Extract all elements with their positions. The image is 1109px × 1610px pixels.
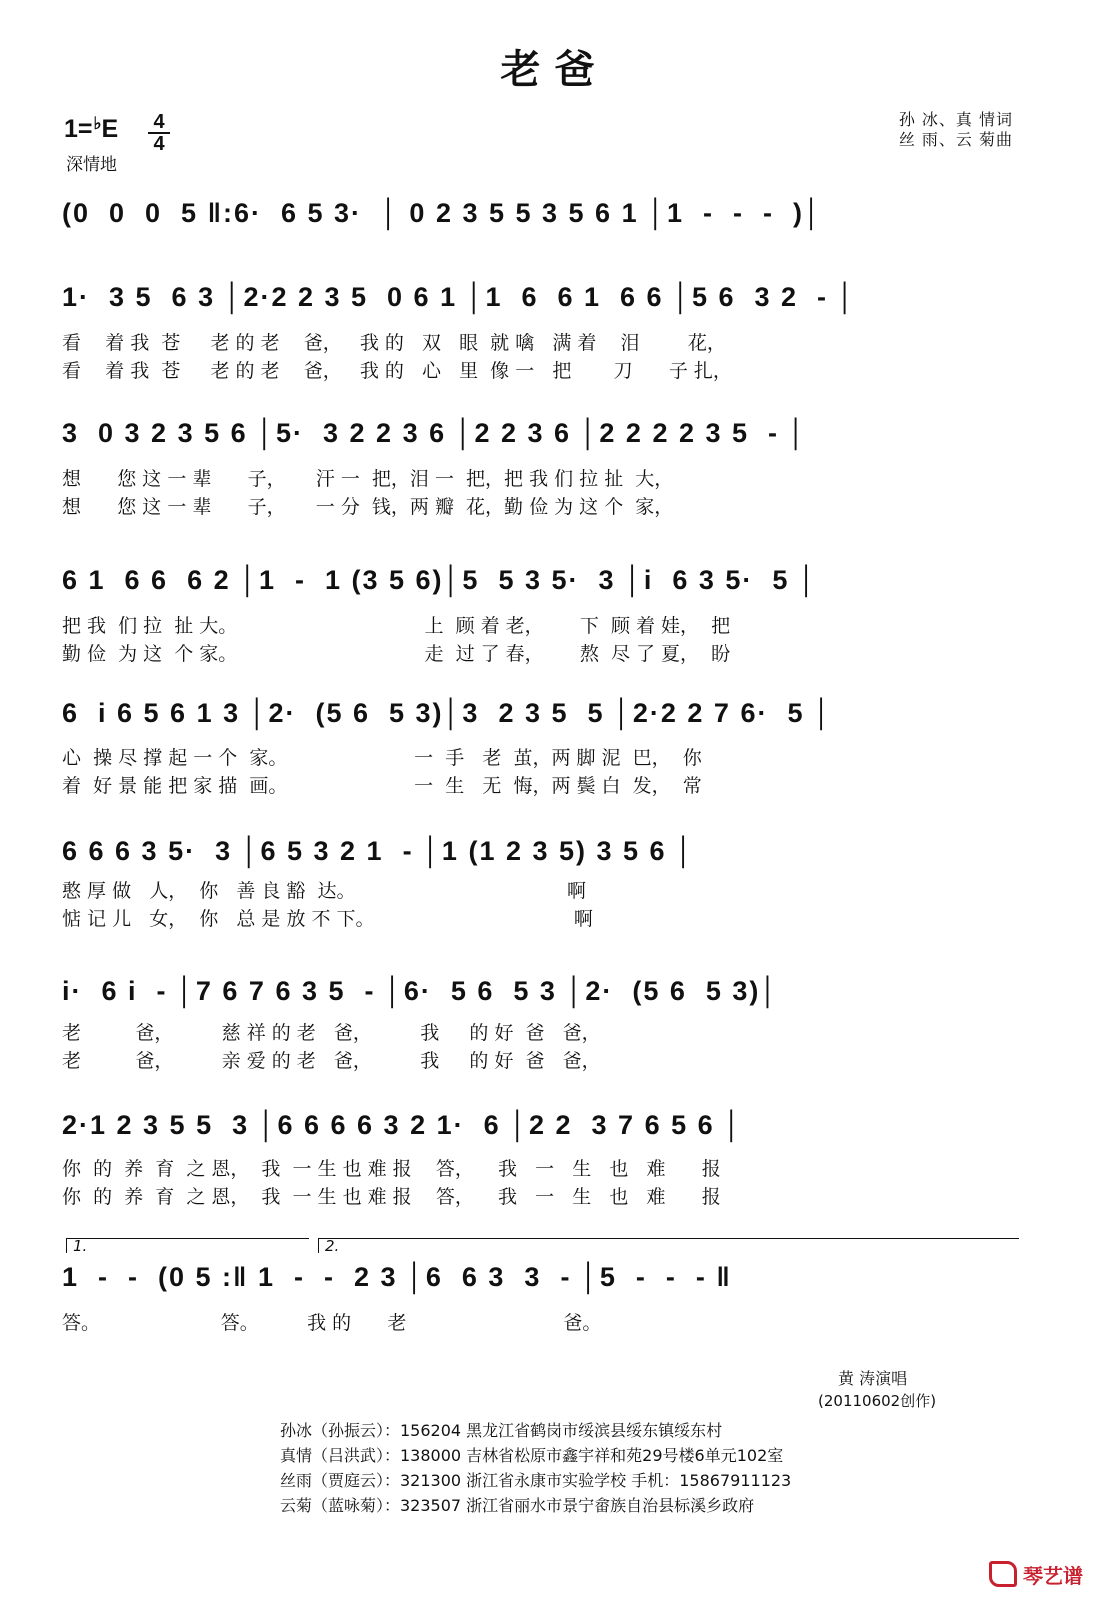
- lyric-line-4a: 把 我 们 拉 扯 大。 上 顾 着 老， 下 顾 着 娃， 把: [62, 615, 731, 637]
- lyricist-credit: 孙 冰、真 情词: [898, 110, 1013, 129]
- contact-line: 真情（吕洪武）：138000 吉林省松原市鑫宇祥和苑29号楼6单元102室: [280, 1446, 784, 1465]
- performer: 黄 涛演唱: [838, 1369, 908, 1388]
- lyric-line-7a: 老 爸， 慈 祥 的 老 爸， 我 的 好 爸 爸，: [62, 1022, 601, 1044]
- lyric-line-3a: 想 您 这 一 辈 子， 汗 一 把，泪 一 把，把 我 们 拉 扯 大，: [62, 468, 674, 490]
- score-line-2: 1· 3 5 6 3 │2·2 2 3 5 0 6 1 │1 6 6 1 6 6 │5 6 3 2 - │: [62, 282, 857, 312]
- lyric-line-9: 答。 答。 我 的 老 爸。: [62, 1312, 602, 1334]
- lyric-line-3b: 想 您 这 一 辈 子， 一 分 钱，两 瓣 花，勤 俭 为 这 个 家，: [62, 496, 674, 518]
- lyric-line-5b: 着 好 景 能 把 家 描 画。 一 生 无 悔，两 鬓 白 发， 常: [62, 775, 702, 797]
- volta-2: 2.: [318, 1238, 1019, 1253]
- key-signature: [64, 114, 118, 144]
- time-signature: [148, 113, 170, 153]
- lyric-line-2b: 看 着 我 苍 老 的 老 爸， 我 的 心 里 像 一 把 刀 子 扎，: [62, 360, 732, 382]
- lyric-line-8a: 你 的 养 育 之 恩， 我 一 生 也 难 报 答， 我 一 生 也 难 报: [62, 1158, 721, 1180]
- score-line-9: 1 - - (0 5 :‖ 1 - - 2 3 │6 6 3 3 - │5 - - - ‖: [62, 1262, 732, 1292]
- credits: [899, 110, 1013, 150]
- volta-1: 1.: [66, 1238, 309, 1253]
- score-line-5: 6 i 6 5 6 1 3 │2· (5 6 5 3)│3 2 3 5 5 │2·2 2 7 6· 5 │: [62, 698, 833, 728]
- logo-icon: [989, 1561, 1017, 1587]
- lyric-line-5a: 心 操 尽 撑 起 一 个 家。 一 手 老 茧，两 脚 泥 巴， 你: [62, 747, 702, 769]
- lyric-line-7b: 老 爸， 亲 爱 的 老 爸， 我 的 好 爸 爸，: [62, 1050, 601, 1072]
- time-top: 4: [153, 111, 165, 133]
- song-title: 老爸: [500, 47, 609, 93]
- score-line-3: 3 0 3 2 3 5 6 │5· 3 2 2 3 6 │2 2 3 6 │2 2 2 2 3 5 - │: [62, 418, 808, 448]
- site-logo[interactable]: [989, 1560, 1083, 1589]
- time-bottom: 4: [153, 133, 165, 155]
- key-prefix: 1=: [64, 115, 93, 143]
- creation-date: (20110602创作): [818, 1392, 937, 1410]
- lyric-line-6b: 惦 记 儿 女， 你 总 是 放 不 下。 啊: [62, 908, 593, 930]
- contact-line: 云菊（蓝咏菊）：323507 浙江省丽水市景宁畲族自治县标溪乡政府: [280, 1496, 755, 1515]
- key-note: E: [101, 115, 119, 143]
- score-line-7: i· 6 i - │7 6 7 6 3 5 - │6· 5 6 5 3 │2· (5 6 5 3)│: [62, 976, 780, 1006]
- lyric-line-6a: 憨 厚 做 人， 你 善 良 豁 达。 啊: [62, 880, 586, 902]
- composer-credit: 丝 雨、云 菊曲: [898, 130, 1013, 149]
- contact-line: 丝雨（贾庭云）：321300 浙江省永康市实验学校 手机：15867911123: [280, 1471, 792, 1490]
- score-line-1: (0 0 0 5 ‖:6· 6 5 3· │ 0 2 3 5 5 3 5 6 1 │1 - - - )│: [62, 198, 823, 228]
- lyric-line-8b: 你 的 养 育 之 恩， 我 一 生 也 难 报 答， 我 一 生 也 难 报: [62, 1186, 721, 1208]
- score-line-6: 6 6 6 3 5· 3 │6 5 3 2 1 - │1 (1 2 3 5) 3 5 6 │: [62, 836, 695, 866]
- score-line-8: 2·1 2 3 5 5 3 │6 6 6 6 3 2 1· 6 │2 2 3 7 6 5 6 │: [62, 1110, 743, 1140]
- logo-text: 琴艺谱: [1023, 1564, 1083, 1588]
- score-line-4: 6 1 6 6 6 2 │1 - 1 (3 5 6)│5 5 3 5· 3 │i 6 3 5· 5 │: [62, 565, 818, 595]
- lyric-line-2a: 看 着 我 苍 老 的 老 爸， 我 的 双 眼 就 噙 满 着 泪 花，: [62, 332, 726, 354]
- flat-symbol: ♭: [93, 114, 102, 133]
- contact-line: 孙冰（孙振云）：156204 黑龙江省鹤岗市绥滨县绥东镇绥东村: [280, 1421, 723, 1440]
- tempo-marking: 深情地: [66, 155, 117, 175]
- lyric-line-4b: 勤 俭 为 这 个 家。 走 过 了 春， 熬 尽 了 夏， 盼: [62, 643, 731, 665]
